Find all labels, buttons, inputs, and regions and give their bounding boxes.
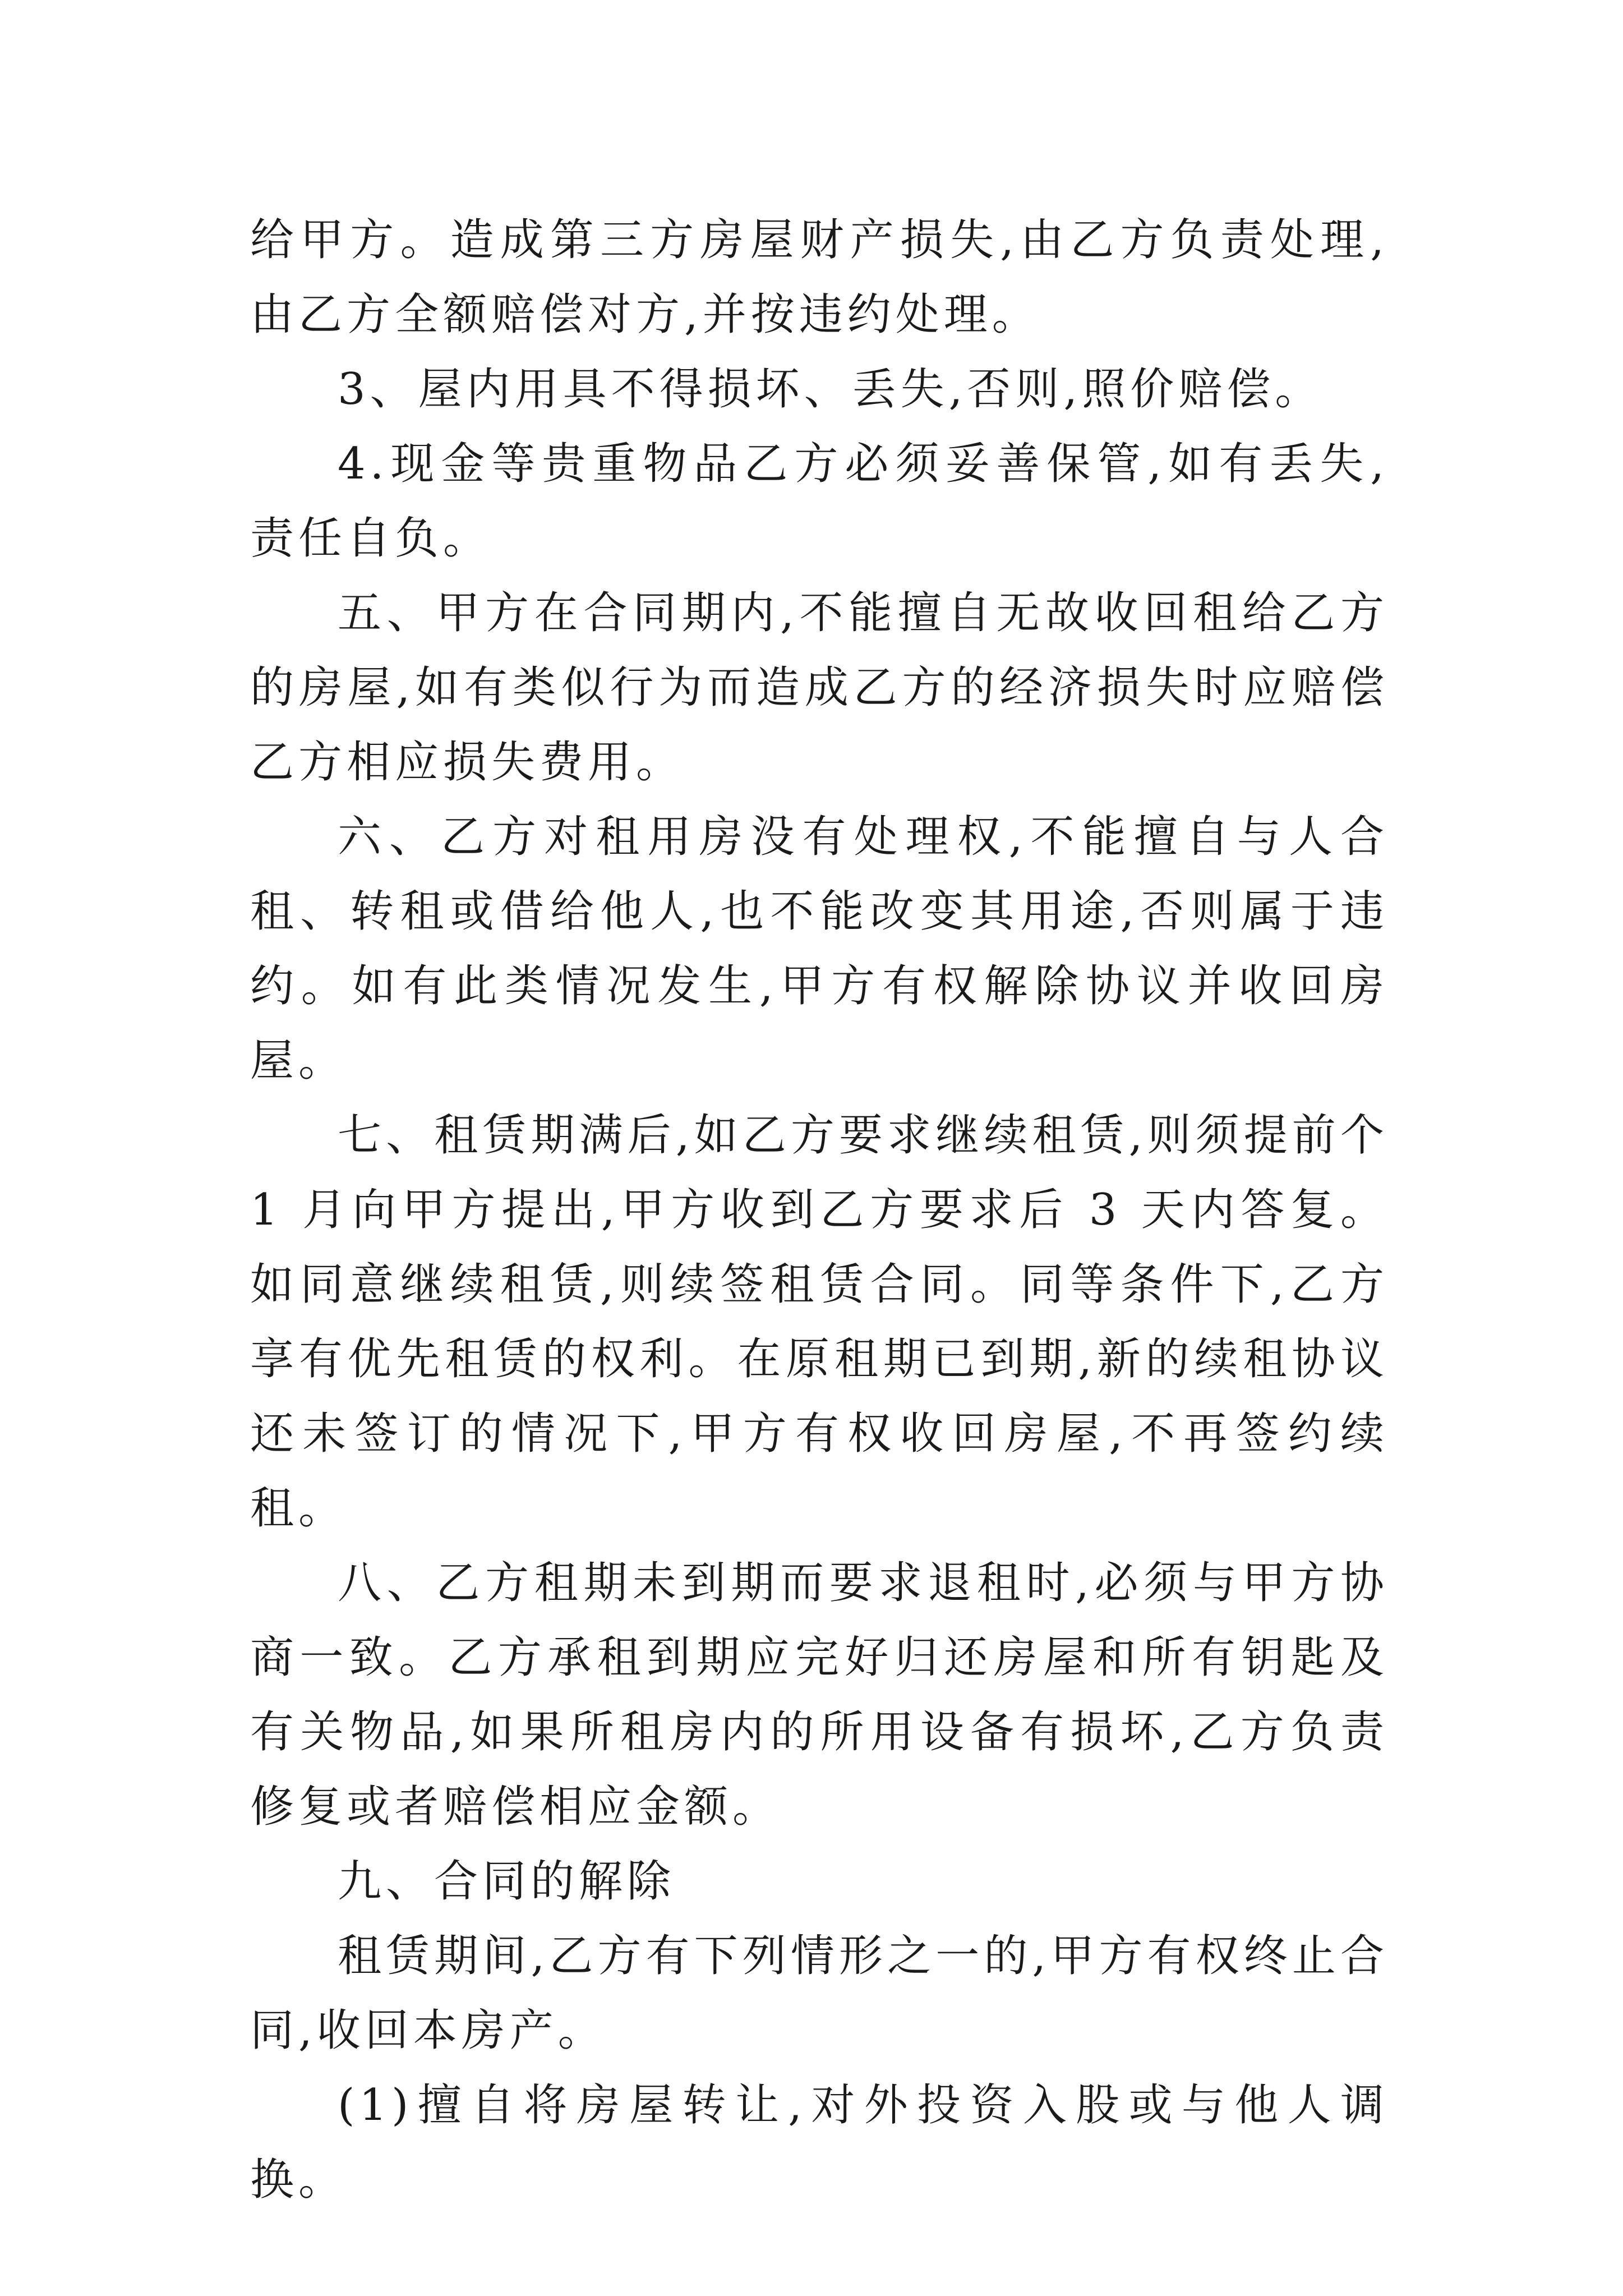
paragraph-termination-conditions: 租赁期间,乙方有下列情形之一的,甲方有权终止合同,收回本房产。 [250, 1931, 1389, 2056]
list-item-1: (1)擅自将房屋转让,对外投资入股或与他人调换。 [250, 2080, 1389, 2205]
paragraph-continuation: 给甲方。造成第三方房屋财产损失,由乙方负责处理,由乙方全额赔偿对方,并按违约处理。 [250, 215, 1389, 340]
paragraph-clause-7: 七、租赁期满后,如乙方要求继续租赁,则须提前个 1 月向甲方提出,甲方收到乙方要求后 3 天内答复。如同意继续租赁,则续签租赁合同。同等条件下,乙方享有优先租赁的权利。在原租期已到期,新的续租协议还未签订的情况下,甲方有权收回房屋,不再签约续租。 [250, 1110, 1389, 1534]
paragraph-item-3: 3、屋内用具不得损坏、丢失,否则,照价赔偿。 [338, 364, 1324, 415]
section-heading-contract-termination: 九、合同的解除 [338, 1856, 676, 1907]
paragraph-clause-6: 六、乙方对租用房没有处理权,不能擅自与人合租、转租或借给他人,也不能改变其用途,否则属于违约。如有此类情况发生,甲方有权解除协议并收回房屋。 [250, 812, 1389, 1086]
paragraph-item-4: 4.现金等贵重物品乙方必须妥善保管,如有丢失,责任自负。 [250, 439, 1389, 564]
paragraph-clause-8: 八、乙方租期未到期而要求退租时,必须与甲方协商一致。乙方承租到期应完好归还房屋和所有钥匙及有关物品,如果所租房内的所用设备有损坏,乙方负责修复或者赔偿相应金额。 [250, 1558, 1389, 1832]
document-body [250, 203, 1389, 2217]
paragraph-clause-5: 五、甲方在合同期内,不能擅自无故收回租给乙方的房屋,如有类似行为而造成乙方的经济损失时应赔偿乙方相应损失费用。 [250, 588, 1389, 788]
